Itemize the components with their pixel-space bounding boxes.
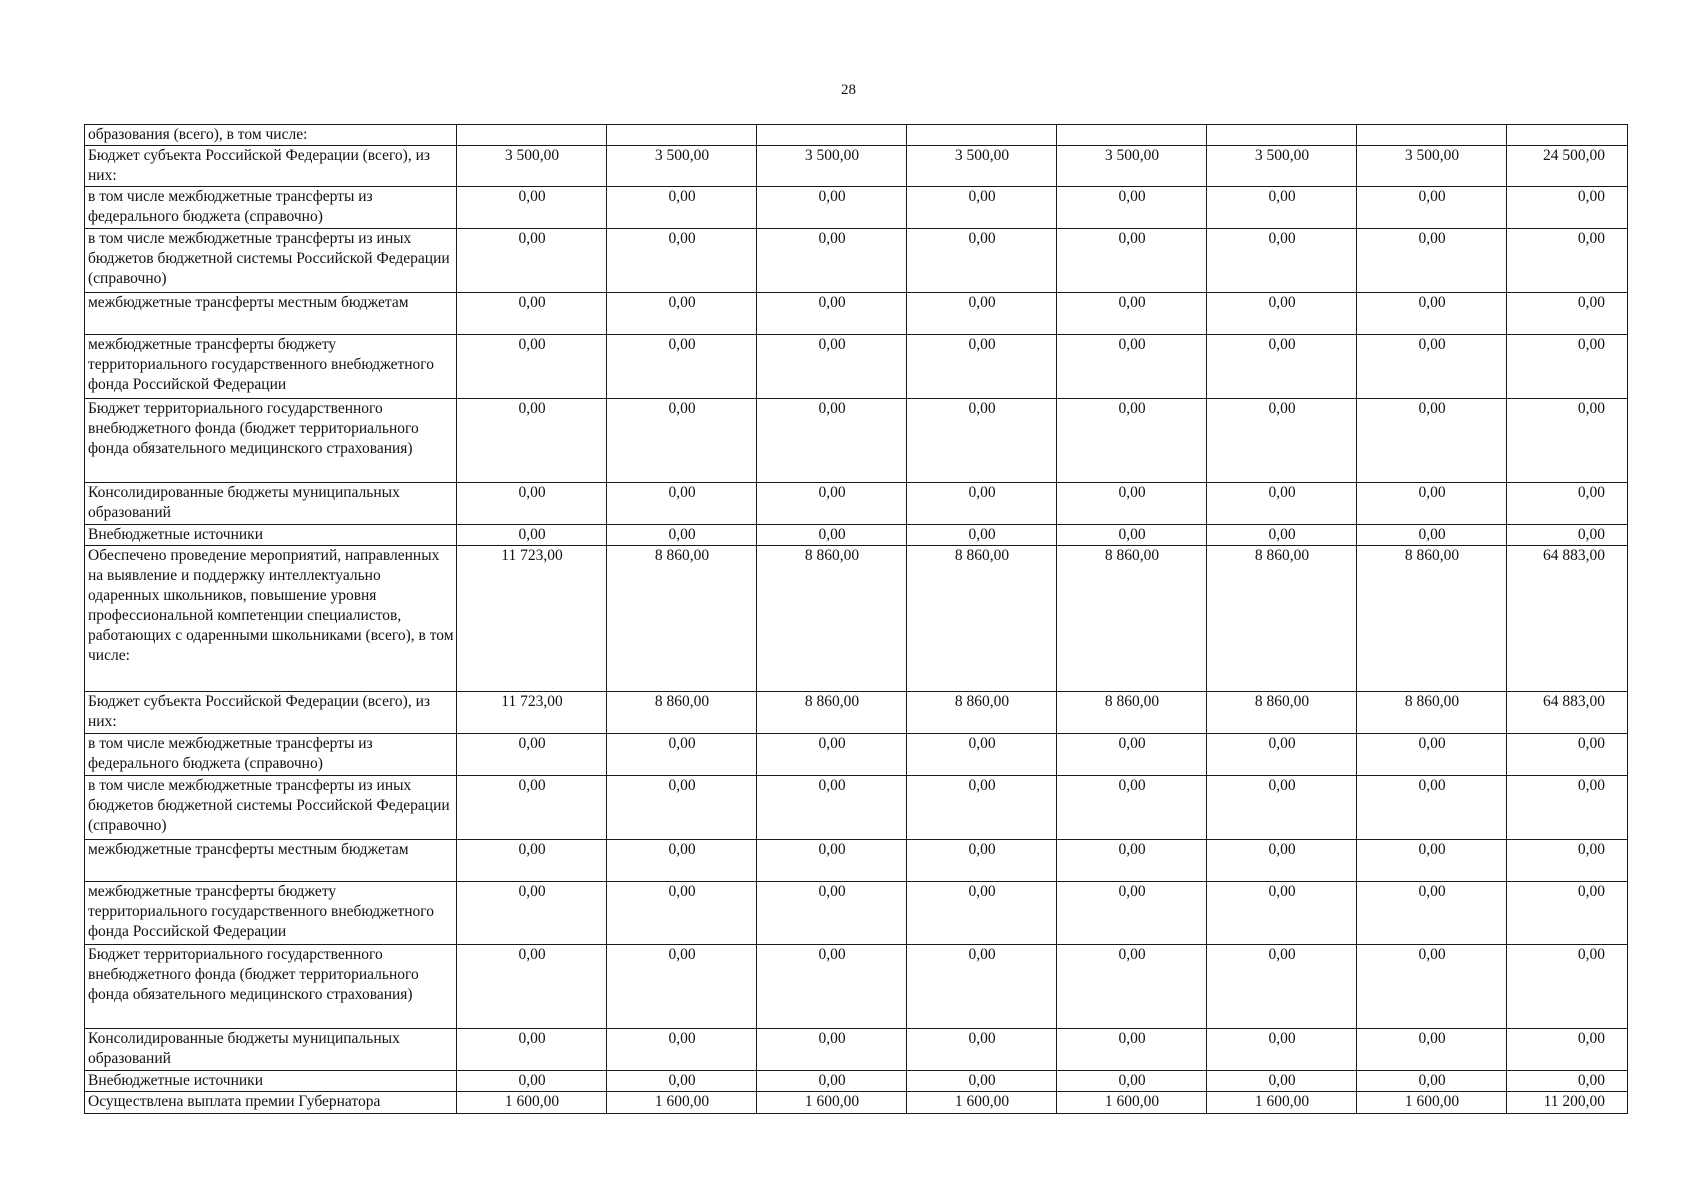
table-row xyxy=(85,692,1628,734)
value-cell: 0,00 xyxy=(1357,483,1507,525)
total-cell: 0,00 xyxy=(1507,335,1628,399)
table-row xyxy=(85,840,1628,882)
value-cell: 0,00 xyxy=(907,734,1057,776)
value-cell: 0,00 xyxy=(457,399,607,483)
value-cell: 0,00 xyxy=(607,525,757,546)
total-cell: 0,00 xyxy=(1507,1029,1628,1071)
value-cell: 0,00 xyxy=(457,882,607,945)
table-row xyxy=(85,734,1628,776)
value-cell: 0,00 xyxy=(457,483,607,525)
value-cell: 0,00 xyxy=(607,776,757,840)
value-cell: 0,00 xyxy=(1357,840,1507,882)
row-label: в том числе межбюджетные трансферты из федерального бюджета (справочно) xyxy=(85,187,457,229)
value-cell: 0,00 xyxy=(1357,776,1507,840)
total-cell: 0,00 xyxy=(1507,840,1628,882)
value-cell: 0,00 xyxy=(907,882,1057,945)
value-cell: 0,00 xyxy=(1357,187,1507,229)
row-label: Бюджет территориального государственного внебюджетного фонда (бюджет территориального фонда обязательного медицинского страхования) xyxy=(85,945,457,1029)
value-cell: 0,00 xyxy=(1357,525,1507,546)
value-cell: 0,00 xyxy=(757,293,907,335)
row-label: Консолидированные бюджеты муниципальных образований xyxy=(85,483,457,525)
value-cell: 0,00 xyxy=(607,945,757,1029)
table-row xyxy=(85,1071,1628,1092)
value-cell: 0,00 xyxy=(907,483,1057,525)
value-cell: 0,00 xyxy=(1357,945,1507,1029)
value-cell: 0,00 xyxy=(607,187,757,229)
value-cell: 1 600,00 xyxy=(907,1092,1057,1114)
value-cell: 0,00 xyxy=(457,187,607,229)
value-cell: 1 600,00 xyxy=(757,1092,907,1114)
total-cell: 0,00 xyxy=(1507,882,1628,945)
total-cell: 0,00 xyxy=(1507,776,1628,840)
value-cell: 0,00 xyxy=(1357,1029,1507,1071)
value-cell: 8 860,00 xyxy=(607,546,757,692)
table-row xyxy=(85,483,1628,525)
table-row xyxy=(85,882,1628,945)
total-cell: 0,00 xyxy=(1507,229,1628,293)
value-cell xyxy=(1357,125,1507,146)
total-cell: 64 883,00 xyxy=(1507,692,1628,734)
total-cell: 24 500,00 xyxy=(1507,146,1628,187)
value-cell: 0,00 xyxy=(757,229,907,293)
table-row xyxy=(85,1029,1628,1071)
value-cell: 3 500,00 xyxy=(757,146,907,187)
table-row xyxy=(85,1092,1628,1114)
value-cell: 8 860,00 xyxy=(1207,692,1357,734)
row-label: Обеспечено проведение мероприятий, направленных на выявление и поддержку интеллектуально одаренных школьников, повышение уровня профессиональной компетенции специалистов, работающих с одаренными школьниками (всего), в том числе: xyxy=(85,546,457,692)
value-cell: 8 860,00 xyxy=(1057,546,1207,692)
value-cell: 0,00 xyxy=(457,335,607,399)
value-cell: 0,00 xyxy=(1207,734,1357,776)
table-row xyxy=(85,945,1628,1029)
value-cell: 0,00 xyxy=(1207,1071,1357,1092)
value-cell: 1 600,00 xyxy=(1357,1092,1507,1114)
total-cell xyxy=(1507,125,1628,146)
value-cell: 0,00 xyxy=(907,399,1057,483)
value-cell: 0,00 xyxy=(757,776,907,840)
value-cell: 0,00 xyxy=(1057,840,1207,882)
value-cell xyxy=(607,125,757,146)
value-cell xyxy=(457,125,607,146)
value-cell xyxy=(1057,125,1207,146)
page-number: 28 xyxy=(841,82,856,98)
value-cell: 0,00 xyxy=(1207,335,1357,399)
value-cell: 8 860,00 xyxy=(757,546,907,692)
value-cell: 0,00 xyxy=(1057,882,1207,945)
value-cell: 0,00 xyxy=(1357,1071,1507,1092)
total-cell: 0,00 xyxy=(1507,525,1628,546)
row-label: Бюджет территориального государственного внебюджетного фонда (бюджет территориального фонда обязательного медицинского страхования) xyxy=(85,399,457,483)
row-label: межбюджетные трансферты местным бюджетам xyxy=(85,293,457,335)
value-cell: 0,00 xyxy=(1207,229,1357,293)
row-label: Бюджет субъекта Российской Федерации (всего), из них: xyxy=(85,146,457,187)
budget-table xyxy=(84,124,1628,1114)
row-label: Внебюджетные источники xyxy=(85,525,457,546)
value-cell: 0,00 xyxy=(757,734,907,776)
row-label: в том числе межбюджетные трансферты из федерального бюджета (справочно) xyxy=(85,734,457,776)
table-row xyxy=(85,399,1628,483)
table-row xyxy=(85,776,1628,840)
value-cell: 3 500,00 xyxy=(457,146,607,187)
value-cell: 8 860,00 xyxy=(1207,546,1357,692)
value-cell: 0,00 xyxy=(1357,734,1507,776)
value-cell: 0,00 xyxy=(757,840,907,882)
value-cell: 0,00 xyxy=(757,399,907,483)
value-cell: 0,00 xyxy=(1207,1029,1357,1071)
table-row xyxy=(85,229,1628,293)
value-cell: 0,00 xyxy=(1207,293,1357,335)
value-cell: 0,00 xyxy=(1357,882,1507,945)
value-cell: 0,00 xyxy=(1207,483,1357,525)
total-cell: 0,00 xyxy=(1507,293,1628,335)
value-cell: 8 860,00 xyxy=(907,692,1057,734)
value-cell: 3 500,00 xyxy=(607,146,757,187)
value-cell: 0,00 xyxy=(607,734,757,776)
value-cell: 0,00 xyxy=(1357,399,1507,483)
value-cell: 3 500,00 xyxy=(1357,146,1507,187)
row-label: в том числе межбюджетные трансферты из иных бюджетов бюджетной системы Российской Федерации (справочно) xyxy=(85,776,457,840)
value-cell: 0,00 xyxy=(907,1071,1057,1092)
row-label: Внебюджетные источники xyxy=(85,1071,457,1092)
value-cell: 0,00 xyxy=(907,945,1057,1029)
value-cell: 0,00 xyxy=(757,335,907,399)
value-cell: 0,00 xyxy=(457,293,607,335)
value-cell: 0,00 xyxy=(1207,399,1357,483)
table-row xyxy=(85,293,1628,335)
value-cell: 0,00 xyxy=(1057,734,1207,776)
value-cell: 1 600,00 xyxy=(607,1092,757,1114)
value-cell: 0,00 xyxy=(1057,335,1207,399)
value-cell: 0,00 xyxy=(1057,1071,1207,1092)
value-cell xyxy=(907,125,1057,146)
value-cell: 0,00 xyxy=(607,1029,757,1071)
value-cell: 0,00 xyxy=(1057,399,1207,483)
value-cell: 3 500,00 xyxy=(1057,146,1207,187)
value-cell: 0,00 xyxy=(1357,229,1507,293)
value-cell: 11 723,00 xyxy=(457,692,607,734)
value-cell: 1 600,00 xyxy=(457,1092,607,1114)
value-cell: 0,00 xyxy=(907,187,1057,229)
value-cell: 0,00 xyxy=(907,293,1057,335)
value-cell: 0,00 xyxy=(607,1071,757,1092)
value-cell: 0,00 xyxy=(607,399,757,483)
value-cell: 8 860,00 xyxy=(1357,692,1507,734)
table-row xyxy=(85,546,1628,692)
value-cell: 0,00 xyxy=(1207,187,1357,229)
value-cell: 8 860,00 xyxy=(1057,692,1207,734)
value-cell: 0,00 xyxy=(757,945,907,1029)
value-cell: 0,00 xyxy=(457,229,607,293)
value-cell: 8 860,00 xyxy=(1357,546,1507,692)
row-label: Бюджет субъекта Российской Федерации (всего), из них: xyxy=(85,692,457,734)
row-label: Осуществлена выплата премии Губернатора xyxy=(85,1092,457,1114)
table-row xyxy=(85,125,1628,146)
value-cell: 0,00 xyxy=(1057,945,1207,1029)
table-row xyxy=(85,525,1628,546)
value-cell: 8 860,00 xyxy=(757,692,907,734)
row-label: Консолидированные бюджеты муниципальных образований xyxy=(85,1029,457,1071)
value-cell: 0,00 xyxy=(1207,840,1357,882)
total-cell: 0,00 xyxy=(1507,187,1628,229)
value-cell: 0,00 xyxy=(457,525,607,546)
total-cell: 0,00 xyxy=(1507,483,1628,525)
total-cell: 0,00 xyxy=(1507,399,1628,483)
value-cell: 0,00 xyxy=(607,840,757,882)
value-cell xyxy=(1207,125,1357,146)
row-label: межбюджетные трансферты местным бюджетам xyxy=(85,840,457,882)
value-cell: 0,00 xyxy=(1057,229,1207,293)
value-cell: 0,00 xyxy=(457,945,607,1029)
value-cell: 0,00 xyxy=(1057,293,1207,335)
value-cell: 0,00 xyxy=(907,229,1057,293)
value-cell: 0,00 xyxy=(1057,483,1207,525)
table-row xyxy=(85,187,1628,229)
value-cell: 0,00 xyxy=(757,525,907,546)
total-cell: 0,00 xyxy=(1507,945,1628,1029)
value-cell: 0,00 xyxy=(607,229,757,293)
row-label: межбюджетные трансферты бюджету территориального государственного внебюджетного фонда Российской Федерации xyxy=(85,882,457,945)
value-cell: 0,00 xyxy=(1057,776,1207,840)
row-label: межбюджетные трансферты бюджету территориального государственного внебюджетного фонда Российской Федерации xyxy=(85,335,457,399)
total-cell: 0,00 xyxy=(1507,734,1628,776)
value-cell: 0,00 xyxy=(1057,187,1207,229)
value-cell: 8 860,00 xyxy=(607,692,757,734)
value-cell: 0,00 xyxy=(757,187,907,229)
value-cell: 0,00 xyxy=(907,1029,1057,1071)
value-cell: 0,00 xyxy=(1207,945,1357,1029)
value-cell: 0,00 xyxy=(1357,335,1507,399)
value-cell: 0,00 xyxy=(757,1029,907,1071)
value-cell: 0,00 xyxy=(757,483,907,525)
value-cell: 0,00 xyxy=(607,293,757,335)
value-cell: 0,00 xyxy=(607,483,757,525)
value-cell: 1 600,00 xyxy=(1057,1092,1207,1114)
value-cell: 0,00 xyxy=(1207,882,1357,945)
value-cell xyxy=(757,125,907,146)
value-cell: 0,00 xyxy=(1207,776,1357,840)
value-cell: 0,00 xyxy=(1057,525,1207,546)
budget-table-body xyxy=(85,125,1628,1114)
value-cell: 8 860,00 xyxy=(907,546,1057,692)
value-cell: 3 500,00 xyxy=(1207,146,1357,187)
total-cell: 11 200,00 xyxy=(1507,1092,1628,1114)
value-cell: 0,00 xyxy=(607,882,757,945)
value-cell: 0,00 xyxy=(907,525,1057,546)
value-cell: 0,00 xyxy=(757,882,907,945)
value-cell: 0,00 xyxy=(457,734,607,776)
total-cell: 0,00 xyxy=(1507,1071,1628,1092)
value-cell: 0,00 xyxy=(1057,1029,1207,1071)
row-label: в том числе межбюджетные трансферты из иных бюджетов бюджетной системы Российской Федерации (справочно) xyxy=(85,229,457,293)
table-row xyxy=(85,146,1628,187)
value-cell: 0,00 xyxy=(907,840,1057,882)
value-cell: 0,00 xyxy=(607,335,757,399)
value-cell: 0,00 xyxy=(907,776,1057,840)
value-cell: 11 723,00 xyxy=(457,546,607,692)
value-cell: 1 600,00 xyxy=(1207,1092,1357,1114)
row-label: образования (всего), в том числе: xyxy=(85,125,457,146)
value-cell: 0,00 xyxy=(457,1029,607,1071)
value-cell: 0,00 xyxy=(457,840,607,882)
total-cell: 64 883,00 xyxy=(1507,546,1628,692)
value-cell: 0,00 xyxy=(757,1071,907,1092)
value-cell: 0,00 xyxy=(1357,293,1507,335)
value-cell: 0,00 xyxy=(457,1071,607,1092)
value-cell: 3 500,00 xyxy=(907,146,1057,187)
table-row xyxy=(85,335,1628,399)
value-cell: 0,00 xyxy=(907,335,1057,399)
value-cell: 0,00 xyxy=(1207,525,1357,546)
value-cell: 0,00 xyxy=(457,776,607,840)
